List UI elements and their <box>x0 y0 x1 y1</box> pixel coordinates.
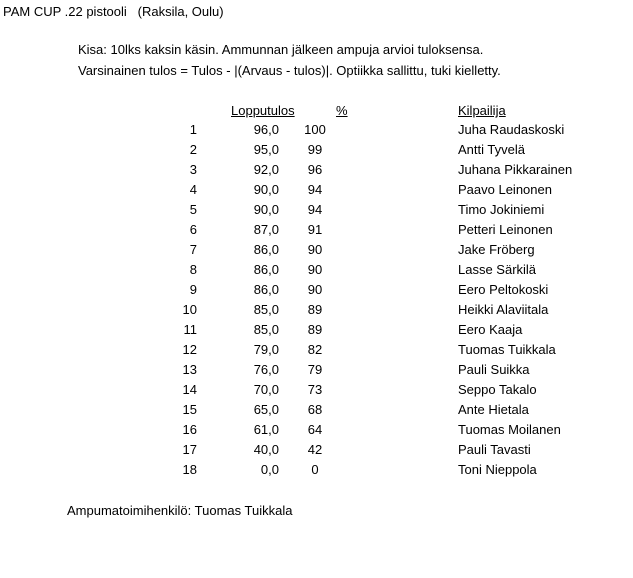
spacer-cell <box>351 380 458 400</box>
table-row <box>0 340 633 360</box>
competitor-cell: Petteri Leinonen <box>458 222 553 237</box>
spacer-cell <box>351 240 458 260</box>
score-cell: 79,0 <box>253 342 279 357</box>
score-cell: 70,0 <box>253 382 279 397</box>
percent-cell: 0 <box>311 462 319 477</box>
spacer-cell <box>351 140 458 160</box>
competitor-cell: Pauli Suikka <box>458 362 530 377</box>
header-competitor: Kilpailija <box>458 103 506 118</box>
results-table <box>0 120 633 480</box>
spacer-cell <box>351 340 458 360</box>
percent-cell: 64 <box>307 422 323 437</box>
score-cell: 87,0 <box>253 222 279 237</box>
percent-cell: 94 <box>307 202 323 217</box>
spacer-cell <box>351 400 458 420</box>
rank-cell: 7 <box>189 242 197 257</box>
rank-cell: 1 <box>189 122 197 137</box>
spacer-cell <box>351 460 458 480</box>
spacer-cell <box>351 280 458 300</box>
competitor-cell: Seppo Takalo <box>458 382 537 397</box>
rank-cell: 18 <box>182 462 197 477</box>
score-cell: 65,0 <box>253 402 279 417</box>
page-title: PAM CUP .22 pistooli (Raksila, Oulu) <box>3 4 224 19</box>
spacer-cell <box>351 220 458 240</box>
table-row <box>0 300 633 320</box>
rank-cell: 10 <box>182 302 197 317</box>
results-table-body <box>0 120 633 480</box>
score-cell: 96,0 <box>253 122 279 137</box>
score-cell: 95,0 <box>253 142 279 157</box>
percent-cell: 68 <box>307 402 323 417</box>
percent-cell: 99 <box>307 142 323 157</box>
spacer-cell <box>351 180 458 200</box>
percent-cell: 90 <box>307 282 323 297</box>
percent-cell: 79 <box>307 362 323 377</box>
competitor-cell: Tuomas Moilanen <box>458 422 561 437</box>
competition-description-line-2: Varsinainen tulos = Tulos - |(Arvaus - tulos)|. Optiikka sallittu, tuki kielletty. <box>78 63 501 78</box>
table-row <box>0 240 633 260</box>
competitor-cell: Eero Kaaja <box>458 322 523 337</box>
score-cell: 86,0 <box>253 262 279 277</box>
table-row <box>0 440 633 460</box>
table-row <box>0 260 633 280</box>
table-row <box>0 280 633 300</box>
percent-cell: 42 <box>307 442 323 457</box>
spacer-cell <box>351 160 458 180</box>
score-cell: 76,0 <box>253 362 279 377</box>
score-cell: 90,0 <box>253 182 279 197</box>
header-score: Lopputulos <box>231 103 295 118</box>
score-cell: 90,0 <box>253 202 279 217</box>
competitor-cell: Pauli Tavasti <box>458 442 531 457</box>
table-row <box>0 360 633 380</box>
rank-cell: 8 <box>189 262 197 277</box>
table-row <box>0 140 633 160</box>
rank-cell: 5 <box>189 202 197 217</box>
score-cell: 92,0 <box>253 162 279 177</box>
table-row <box>0 160 633 180</box>
percent-cell: 82 <box>307 342 323 357</box>
score-cell: 85,0 <box>253 322 279 337</box>
table-row <box>0 120 633 140</box>
table-row <box>0 380 633 400</box>
competitor-cell: Toni Nieppola <box>458 462 537 477</box>
range-officer: Ampumatoimihenkilö: Tuomas Tuikkala <box>67 503 293 518</box>
rank-cell: 9 <box>189 282 197 297</box>
competitor-cell: Juha Raudaskoski <box>458 122 565 137</box>
table-row <box>0 320 633 340</box>
competitor-cell: Lasse Särkilä <box>458 262 537 277</box>
competitor-cell: Eero Peltokoski <box>458 282 549 297</box>
rank-cell: 16 <box>182 422 197 437</box>
competitor-cell: Paavo Leinonen <box>458 182 552 197</box>
percent-cell: 89 <box>307 322 323 337</box>
score-cell: 86,0 <box>253 242 279 257</box>
competitor-cell: Timo Jokiniemi <box>458 202 545 217</box>
percent-cell: 90 <box>307 242 323 257</box>
table-row <box>0 400 633 420</box>
spacer-cell <box>351 440 458 460</box>
competitor-cell: Antti Tyvelä <box>458 142 525 157</box>
competition-description-line-1: Kisa: 10lks kaksin käsin. Ammunnan jälkeen ampuja arvioi tuloksensa. <box>78 42 484 57</box>
score-cell: 0,0 <box>260 462 279 477</box>
rank-cell: 6 <box>189 222 197 237</box>
percent-cell: 96 <box>307 162 323 177</box>
rank-cell: 3 <box>189 162 197 177</box>
score-cell: 40,0 <box>253 442 279 457</box>
spacer-cell <box>351 420 458 440</box>
spacer-cell <box>351 260 458 280</box>
rank-cell: 14 <box>182 382 197 397</box>
spacer-cell <box>351 320 458 340</box>
percent-cell: 73 <box>307 382 323 397</box>
rank-cell: 11 <box>183 322 197 337</box>
table-row <box>0 220 633 240</box>
percent-cell: 94 <box>307 182 323 197</box>
table-row <box>0 460 633 480</box>
competitor-cell: Heikki Alaviitala <box>458 302 549 317</box>
rank-cell: 15 <box>182 402 197 417</box>
table-row <box>0 200 633 220</box>
percent-cell: 100 <box>304 122 326 137</box>
competitor-cell: Jake Fröberg <box>458 242 535 257</box>
score-cell: 61,0 <box>253 422 279 437</box>
competitor-cell: Ante Hietala <box>458 402 529 417</box>
spacer-cell <box>351 120 458 140</box>
spacer-cell <box>351 300 458 320</box>
competitor-cell: Juhana Pikkarainen <box>458 162 573 177</box>
percent-cell: 89 <box>307 302 323 317</box>
rank-cell: 13 <box>182 362 197 377</box>
spacer-cell <box>351 200 458 220</box>
rank-cell: 12 <box>182 342 197 357</box>
competitor-cell: Tuomas Tuikkala <box>458 342 556 357</box>
spacer-cell <box>351 360 458 380</box>
percent-cell: 90 <box>307 262 323 277</box>
rank-cell: 2 <box>189 142 197 157</box>
table-row <box>0 180 633 200</box>
rank-cell: 4 <box>189 182 197 197</box>
header-percent: % <box>336 103 348 118</box>
percent-cell: 91 <box>307 222 323 237</box>
score-cell: 85,0 <box>253 302 279 317</box>
table-row <box>0 420 633 440</box>
rank-cell: 17 <box>182 442 197 457</box>
score-cell: 86,0 <box>253 282 279 297</box>
